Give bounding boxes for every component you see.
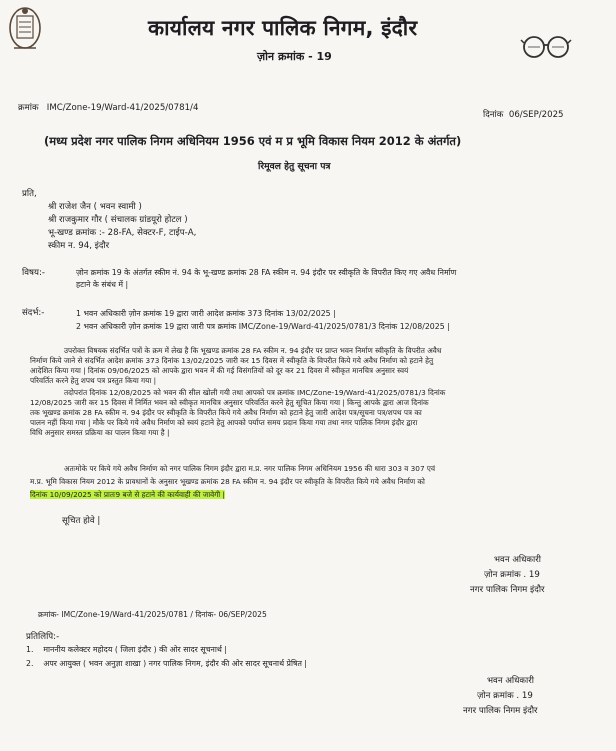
subject-text bbox=[76, 267, 456, 291]
act-heading: (मध्य प्रदेश नगर पालिक निगम अधिनियम 1956 एवं म प्र भूमि विकास नियम 2012 के अंतर्गत) bbox=[44, 134, 462, 148]
closing-text: सूचित होवे | bbox=[62, 516, 101, 526]
signature-line: भवन अधिकारी bbox=[494, 555, 541, 565]
subject-line: हटाने के संबंध में | bbox=[76, 280, 129, 289]
copy-label: प्रतिलिपि:- bbox=[26, 632, 60, 642]
copy-item: 1. माननीय कलेक्टर महोदय ( जिला इंदौर ) की ओर सादर सूचनार्थ | bbox=[26, 645, 227, 654]
subject-label: विषय:- bbox=[22, 268, 45, 278]
paragraph-line: तदोपरांत दिनांक 12/08/2025 को भवन की सील खोली गयी तथा आपको पत्र क्रमांक IMC/Zone-19/Ward-41/2025/0781/3 दिनांक bbox=[64, 388, 446, 397]
recipient-block bbox=[48, 201, 196, 253]
office-title: कार्यालय नगर पालिक निगम, इंदौर bbox=[148, 16, 418, 40]
paragraph-line: आदेशित किया गया | दिनांक 09/06/2025 को आपके द्वारा भवन में की गई विसंगतियों को दूर कर 21 दिवस में स्वीकृत मानचित्र अनुसार स्वयं bbox=[30, 366, 409, 376]
swachh-bharat-logo-icon bbox=[519, 30, 573, 64]
date-label: दिनांक bbox=[483, 110, 504, 120]
paragraph-line: पालन नहीं किया गया | मौके पर किये गये अवैध निर्माण को स्वयं हटाने हेतु आपको पर्याप्त समय प्रदान किया गया तथा नगर पालिक निगम इंदौर द्वारा bbox=[30, 418, 418, 428]
recipient-line: स्कीम न. 94, इंदौर bbox=[48, 241, 110, 251]
references-list bbox=[76, 307, 450, 333]
subject-line: ज़ोन क्रमांक 19 के अंतर्गत स्कीम नं. 94 के भू-खण्ड क्रमांक 28 FA स्कीम न. 94 इंदौर पर स्वीकृति के विपरीत किए गए अवैध निर्माण bbox=[76, 268, 457, 277]
signature-line: भवन अधिकारी bbox=[487, 676, 534, 686]
reference-value: IMC/Zone-19/Ward-41/2025/0781/4 bbox=[46, 103, 199, 113]
zone-number: ज़ोन क्रमांक - 19 bbox=[257, 50, 332, 63]
paragraph-line: 12/08/2025 जारी कर 15 दिवस में निर्मित भवन को स्वीकृत मानचित्र अनुसार परिवर्तित करने हेतु सूचित किया गया | किन्तु आपके द्वारा आज दिनांक bbox=[30, 398, 429, 408]
signature-line: ज़ोन क्रमांक . 19 bbox=[484, 570, 540, 580]
recipient-line: श्री राजेश जैन ( भवन स्वामी ) bbox=[48, 202, 142, 212]
recipient-line: श्री राजकुमार गौर ( संचालक ग्रांडयूरो होटल ) bbox=[48, 215, 188, 225]
reference-item: 1 भवन अधिकारी ज़ोन क्रमांक 19 द्वारा जारी आदेश क्रमांक 373 दिनांक 13/02/2025 | bbox=[76, 309, 336, 318]
copy-item: 2. अपर आयुक्त ( भवन अनुज्ञा शाखा ) नगर पालिक निगम, इंदौर की ओर सादर सूचनार्थ प्रेषित | bbox=[26, 659, 308, 668]
imc-emblem-icon bbox=[6, 4, 44, 56]
body-paragraph-1 bbox=[30, 346, 441, 386]
paragraph-line: उपरोक्त विषयक संदर्भित पत्रों के क्रम में लेख है कि भूखण्ड क्रमांक 28 FA स्कीम न. 94 इंदौर पर प्राप्त भवन निर्माण स्वीकृति के विपरीत अवैध bbox=[64, 346, 442, 355]
signature-line: नगर पालिक निगम इंदौर bbox=[470, 585, 545, 595]
body-paragraph-3 bbox=[30, 462, 435, 501]
signature-block-2 bbox=[463, 674, 538, 719]
references-label: संदर्भ:- bbox=[22, 308, 45, 318]
copy-reference-line: क्रमांक- IMC/Zone-19/Ward-41/2025/0781 / दिनांक- 06/SEP/2025 bbox=[38, 610, 267, 619]
recipient-line: भू-खण्ड क्रमांक :- 28-FA, सेक्टर-F, टाईप-A, bbox=[48, 228, 197, 238]
paragraph-line: तक भूखण्ड क्रमांक 28 FA स्कीम न. 94 इंदौर पर स्वीकृति के विपरीत किये गये अवैध निर्माण को हटाने हेतु जारी आदेश पत्र/सूचना पत्र/शपथ पत्र का bbox=[30, 408, 422, 418]
highlighted-removal-date: दिनांक 10/09/2025 को प्रातः9 बजे से हटाने की कार्यवाही की जावेगी | bbox=[30, 490, 225, 499]
paragraph-line: परिवर्तित करने हेतु शपथ पत्र प्रस्तुत किया गया | bbox=[30, 376, 157, 386]
recipient-label: प्रति, bbox=[22, 189, 37, 199]
date-value: 06/SEP/2025 bbox=[508, 110, 564, 120]
body-paragraph-2 bbox=[30, 388, 445, 438]
reference-label: क्रमांक bbox=[18, 103, 39, 113]
paragraph-line: म.प्र. भूमि विकास नियम 2012 के प्रावधानों के अनुसार भूखण्ड क्रमांक 28 FA स्कीम न. 94 इंदौर पर स्वीकृति के विपरीत किये गये अवैध निर्माण को bbox=[30, 477, 425, 486]
copy-list bbox=[26, 643, 307, 671]
signature-block-1 bbox=[470, 553, 545, 598]
paragraph-line: निर्माण किये जाने से संदर्भित आदेश क्रमांक 373 दिनांक 13/02/2025 जारी कर 15 दिवस में स्वीकृति के विपरीत किये गये अवैध निर्माण को हटाने हेतु bbox=[30, 356, 434, 366]
paragraph-line: अतःमोके पर किये गये अवैध निर्माण को नगर पालिक निगम इंदौर द्वारा म.प्र. नगर पालिक निगम अधिनियम 1956 की धारा 303 व 307 एवं bbox=[64, 464, 436, 473]
signature-line: नगर पालिक निगम इंदौर bbox=[463, 706, 538, 716]
paragraph-line: विधि अनुसार समस्त प्रक्रिया का पालन किया गया है | bbox=[30, 428, 170, 438]
signature-line: ज़ोन क्रमांक . 19 bbox=[477, 691, 533, 701]
notice-title: रिमूवल हेतु सूचना पत्र bbox=[258, 161, 331, 172]
reference-item: 2 भवन अधिकारी ज़ोन क्रमांक 19 द्वारा जारी पत्र क्रमांक IMC/Zone-19/Ward-41/2025/0781/3 दिनांक 12/08/2025 | bbox=[76, 322, 450, 331]
reference-date bbox=[483, 108, 564, 120]
reference-number bbox=[18, 101, 198, 113]
